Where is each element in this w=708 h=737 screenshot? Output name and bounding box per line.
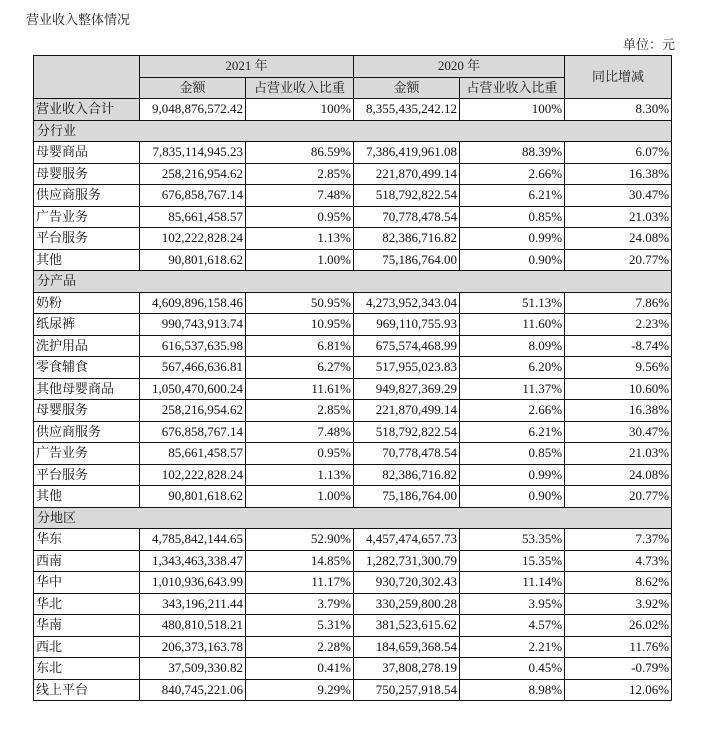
share-2021: 1.00% xyxy=(246,486,354,508)
header-blank xyxy=(34,56,140,99)
share-2020: 88.39% xyxy=(460,142,565,164)
share-2021: 5.31% xyxy=(246,615,354,637)
yoy-change: 21.03% xyxy=(565,443,672,465)
header-year-2021: 2021 年 xyxy=(140,56,354,78)
row-label: 线上平台 xyxy=(34,679,140,701)
share-2021: 0.41% xyxy=(246,658,354,680)
amount-2020: 70,778,478.54 xyxy=(354,206,460,228)
share-2020: 2.21% xyxy=(460,636,565,658)
table-row xyxy=(34,228,672,250)
row-label: 供应商服务 xyxy=(34,185,140,207)
amount-2021: 102,222,828.24 xyxy=(140,228,246,250)
row-label: 广告业务 xyxy=(34,206,140,228)
yoy-change: 9.56% xyxy=(565,357,672,379)
yoy-change: 24.08% xyxy=(565,228,672,250)
share-2021: 10.95% xyxy=(246,314,354,336)
share-2020: 0.45% xyxy=(460,658,565,680)
yoy-change: 21.03% xyxy=(565,206,672,228)
yoy-change: 10.60% xyxy=(565,378,672,400)
table-row xyxy=(34,292,672,314)
yoy-change: 4.73% xyxy=(565,550,672,572)
share-2021: 0.95% xyxy=(246,443,354,465)
amount-2021: 85,661,458.57 xyxy=(140,206,246,228)
row-label: 纸尿裤 xyxy=(34,314,140,336)
section-title: 分产品 xyxy=(34,271,672,293)
amount-2021: 343,196,211.44 xyxy=(140,593,246,615)
yoy-change: -8.74% xyxy=(565,335,672,357)
amount-2020: 1,282,731,300.79 xyxy=(354,550,460,572)
amount-2021: 206,373,163.78 xyxy=(140,636,246,658)
share-2020: 51.13% xyxy=(460,292,565,314)
amount-2020: 930,720,302.43 xyxy=(354,572,460,594)
row-label: 其他 xyxy=(34,486,140,508)
amount-2021: 676,858,767.14 xyxy=(140,185,246,207)
header-yoy: 同比增减 xyxy=(565,56,672,99)
table-row xyxy=(34,572,672,594)
yoy-change: 30.47% xyxy=(565,421,672,443)
header-share-2020: 占营业收入比重 xyxy=(460,77,565,99)
table-row xyxy=(34,550,672,572)
table-row xyxy=(34,378,672,400)
share-2021: 6.81% xyxy=(246,335,354,357)
row-label: 其他 xyxy=(34,249,140,271)
table-row xyxy=(34,636,672,658)
table-row xyxy=(34,400,672,422)
table-row xyxy=(34,142,672,164)
table-row xyxy=(34,163,672,185)
share-2020: 0.85% xyxy=(460,443,565,465)
table-row xyxy=(34,615,672,637)
yoy-change: 20.77% xyxy=(565,486,672,508)
yoy-change: 8.30% xyxy=(565,99,672,121)
yoy-change: 16.38% xyxy=(565,163,672,185)
row-label: 平台服务 xyxy=(34,464,140,486)
amount-2020: 75,186,764.00 xyxy=(354,486,460,508)
amount-2021: 616,537,635.98 xyxy=(140,335,246,357)
share-2020: 0.90% xyxy=(460,486,565,508)
row-label: 零食辅食 xyxy=(34,357,140,379)
share-2020: 11.14% xyxy=(460,572,565,594)
amount-2021: 90,801,618.62 xyxy=(140,249,246,271)
share-2021: 7.48% xyxy=(246,185,354,207)
share-2020: 6.21% xyxy=(460,185,565,207)
amount-2021: 258,216,954.62 xyxy=(140,163,246,185)
share-2020: 0.85% xyxy=(460,206,565,228)
section-title: 营业收入整体情况 xyxy=(26,12,131,27)
amount-2020: 518,792,822.54 xyxy=(354,421,460,443)
amount-2020: 4,457,474,657.73 xyxy=(354,529,460,551)
row-label: 西北 xyxy=(34,636,140,658)
amount-2021: 676,858,767.14 xyxy=(140,421,246,443)
amount-2020: 518,792,822.54 xyxy=(354,185,460,207)
yoy-change: 2.23% xyxy=(565,314,672,336)
yoy-change: 12.06% xyxy=(565,679,672,701)
amount-2020: 750,257,918.54 xyxy=(354,679,460,701)
row-label: 母婴服务 xyxy=(34,163,140,185)
amount-2020: 969,110,755.93 xyxy=(354,314,460,336)
table-row xyxy=(34,357,672,379)
row-label: 其他母婴商品 xyxy=(34,378,140,400)
revenue-table xyxy=(33,55,672,701)
amount-2021: 567,466,636.81 xyxy=(140,357,246,379)
amount-2020: 517,955,023.83 xyxy=(354,357,460,379)
table-row xyxy=(34,185,672,207)
total-row xyxy=(34,99,672,121)
section-title: 分行业 xyxy=(34,120,672,142)
share-2020: 2.66% xyxy=(460,400,565,422)
row-label: 华北 xyxy=(34,593,140,615)
row-label: 供应商服务 xyxy=(34,421,140,443)
share-2020: 3.95% xyxy=(460,593,565,615)
share-2021: 3.79% xyxy=(246,593,354,615)
amount-2020: 330,259,800.28 xyxy=(354,593,460,615)
table-row xyxy=(34,486,672,508)
row-label: 华东 xyxy=(34,529,140,551)
share-2021: 52.90% xyxy=(246,529,354,551)
yoy-change: 16.38% xyxy=(565,400,672,422)
share-2020: 8.09% xyxy=(460,335,565,357)
table-row xyxy=(34,464,672,486)
share-2021: 0.95% xyxy=(246,206,354,228)
yoy-change: 11.76% xyxy=(565,636,672,658)
amount-2020: 4,273,952,343.04 xyxy=(354,292,460,314)
yoy-change: 30.47% xyxy=(565,185,672,207)
share-2021: 2.28% xyxy=(246,636,354,658)
yoy-change: 8.62% xyxy=(565,572,672,594)
yoy-change: 26.02% xyxy=(565,615,672,637)
share-2020: 11.60% xyxy=(460,314,565,336)
row-label: 母婴服务 xyxy=(34,400,140,422)
header-share-2021: 占营业收入比重 xyxy=(246,77,354,99)
share-2021: 14.85% xyxy=(246,550,354,572)
amount-2021: 990,743,913.74 xyxy=(140,314,246,336)
table-row xyxy=(34,593,672,615)
amount-2020: 75,186,764.00 xyxy=(354,249,460,271)
share-2021: 11.17% xyxy=(246,572,354,594)
header-year-2020: 2020 年 xyxy=(354,56,565,78)
share-2021: 7.48% xyxy=(246,421,354,443)
share-2020: 0.99% xyxy=(460,228,565,250)
share-2021: 100% xyxy=(246,99,354,121)
section-header-row xyxy=(34,120,672,142)
amount-2021: 1,343,463,338.47 xyxy=(140,550,246,572)
amount-2020: 82,386,716.82 xyxy=(354,228,460,250)
amount-2020: 7,386,419,961.08 xyxy=(354,142,460,164)
row-label: 西南 xyxy=(34,550,140,572)
table-row xyxy=(34,529,672,551)
yoy-change: 6.07% xyxy=(565,142,672,164)
share-2021: 50.95% xyxy=(246,292,354,314)
amount-2021: 840,745,221.06 xyxy=(140,679,246,701)
section-header-row xyxy=(34,507,672,529)
share-2020: 0.99% xyxy=(460,464,565,486)
row-label: 东北 xyxy=(34,658,140,680)
share-2020: 4.57% xyxy=(460,615,565,637)
amount-2021: 37,509,330.82 xyxy=(140,658,246,680)
share-2020: 11.37% xyxy=(460,378,565,400)
row-label: 华南 xyxy=(34,615,140,637)
amount-2021: 480,810,518.21 xyxy=(140,615,246,637)
table-row xyxy=(34,249,672,271)
share-2020: 2.66% xyxy=(460,163,565,185)
amount-2020: 70,778,478.54 xyxy=(354,443,460,465)
amount-2020: 949,827,369.29 xyxy=(354,378,460,400)
table-row xyxy=(34,335,672,357)
table-row xyxy=(34,421,672,443)
amount-2021: 4,785,842,144.65 xyxy=(140,529,246,551)
amount-2021: 90,801,618.62 xyxy=(140,486,246,508)
header-row-years xyxy=(34,56,672,78)
row-label: 洗护用品 xyxy=(34,335,140,357)
row-label: 营业收入合计 xyxy=(34,99,140,121)
amount-2021: 85,661,458.57 xyxy=(140,443,246,465)
amount-2020: 221,870,499.14 xyxy=(354,400,460,422)
table-row xyxy=(34,679,672,701)
amount-2020: 8,355,435,242.12 xyxy=(354,99,460,121)
header-amount-2021: 金额 xyxy=(140,77,246,99)
table-row xyxy=(34,443,672,465)
share-2021: 1.13% xyxy=(246,228,354,250)
yoy-change: 20.77% xyxy=(565,249,672,271)
amount-2020: 221,870,499.14 xyxy=(354,163,460,185)
share-2021: 6.27% xyxy=(246,357,354,379)
share-2021: 1.13% xyxy=(246,464,354,486)
row-label: 母婴商品 xyxy=(34,142,140,164)
yoy-change: 24.08% xyxy=(565,464,672,486)
header-amount-2020: 金额 xyxy=(354,77,460,99)
amount-2021: 9,048,876,572.42 xyxy=(140,99,246,121)
share-2021: 1.00% xyxy=(246,249,354,271)
amount-2020: 82,386,716.82 xyxy=(354,464,460,486)
amount-2020: 675,574,468.99 xyxy=(354,335,460,357)
amount-2021: 102,222,828.24 xyxy=(140,464,246,486)
section-header-row xyxy=(34,271,672,293)
share-2020: 6.20% xyxy=(460,357,565,379)
row-label: 广告业务 xyxy=(34,443,140,465)
share-2021: 2.85% xyxy=(246,163,354,185)
share-2021: 86.59% xyxy=(246,142,354,164)
table-row xyxy=(34,206,672,228)
share-2020: 6.21% xyxy=(460,421,565,443)
row-label: 华中 xyxy=(34,572,140,594)
share-2020: 15.35% xyxy=(460,550,565,572)
amount-2020: 381,523,615.62 xyxy=(354,615,460,637)
table-row xyxy=(34,658,672,680)
share-2020: 100% xyxy=(460,99,565,121)
unit-label: 单位：元 xyxy=(622,37,675,52)
table-row xyxy=(34,314,672,336)
row-label: 平台服务 xyxy=(34,228,140,250)
yoy-change: 3.92% xyxy=(565,593,672,615)
amount-2021: 1,050,470,600.24 xyxy=(140,378,246,400)
amount-2021: 4,609,896,158.46 xyxy=(140,292,246,314)
yoy-change: -0.79% xyxy=(565,658,672,680)
yoy-change: 7.86% xyxy=(565,292,672,314)
amount-2020: 184,659,368.54 xyxy=(354,636,460,658)
share-2021: 11.61% xyxy=(246,378,354,400)
share-2020: 53.35% xyxy=(460,529,565,551)
amount-2021: 1,010,936,643.99 xyxy=(140,572,246,594)
row-label: 奶粉 xyxy=(34,292,140,314)
amount-2020: 37,808,278.19 xyxy=(354,658,460,680)
section-title: 分地区 xyxy=(34,507,672,529)
amount-2021: 7,835,114,945.23 xyxy=(140,142,246,164)
share-2020: 0.90% xyxy=(460,249,565,271)
share-2021: 2.85% xyxy=(246,400,354,422)
share-2020: 8.98% xyxy=(460,679,565,701)
yoy-change: 7.37% xyxy=(565,529,672,551)
share-2021: 9.29% xyxy=(246,679,354,701)
amount-2021: 258,216,954.62 xyxy=(140,400,246,422)
